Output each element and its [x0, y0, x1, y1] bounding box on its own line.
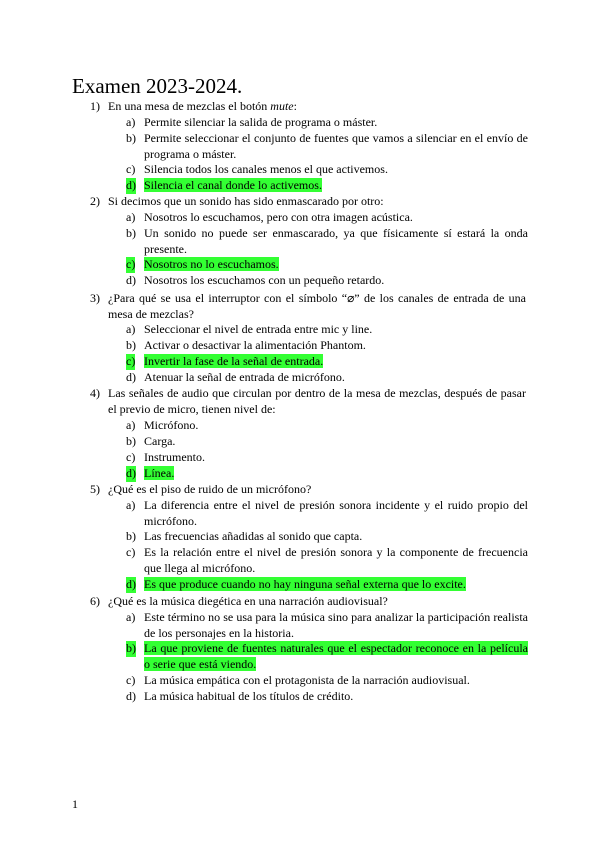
correct-answer-highlight: La que proviene de fuentes naturales que el espectador reconoce en la película o serie que está viendo. [144, 641, 528, 671]
question-number: 1) [90, 99, 100, 113]
correct-answer-highlight: Nosotros no lo escuchamos. [144, 257, 279, 271]
page-number: 1 [72, 797, 78, 811]
correct-answer-highlight: Invertir la fase de la señal de entrada. [144, 354, 324, 368]
page-title: Examen 2023-2024. [72, 74, 243, 98]
question-text: En una mesa de mezclas el botón mute: [108, 99, 297, 113]
correct-answer-highlight: Es que produce cuando no hay ninguna señal externa que lo excite. [144, 577, 466, 591]
mute-term: mute [270, 99, 294, 113]
correct-answer-highlight: Línea. [144, 466, 175, 480]
correct-answer-highlight: Silencia el canal donde lo activemos. [144, 178, 322, 192]
